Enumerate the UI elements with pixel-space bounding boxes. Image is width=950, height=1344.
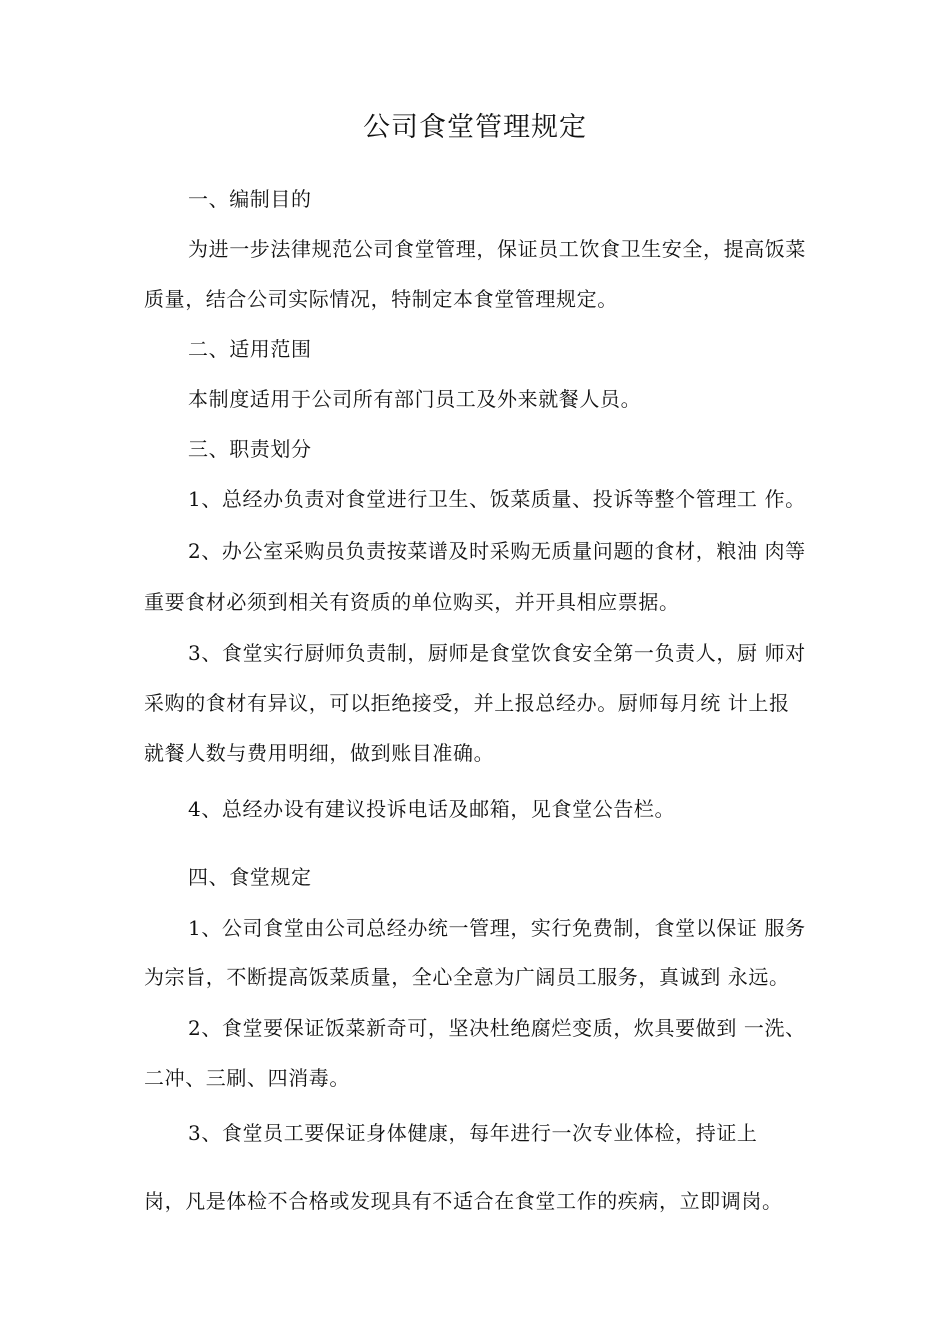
section-heading-rules: 四、食堂规定 [188,865,312,889]
paragraph-line: 采购的食材有异议，可以拒绝接受，并上报总经办。厨师每月统 计上报 [144,691,790,715]
paragraph-line: 3、食堂员工要保证身体健康，每年进行一次专业体检，持证上 [188,1121,758,1145]
paragraph-line: 为进一步法律规范公司食堂管理，保证员工饮食卫生安全，提高饭菜 [188,237,806,261]
section-heading-responsibilities: 三、职责划分 [188,437,312,461]
paragraph-line: 二冲、三刷、四消毒。 [144,1066,350,1090]
paragraph-line: 就餐人数与费用明细，做到账目准确。 [144,741,495,765]
section-heading-purpose: 一、编制目的 [188,187,312,211]
paragraph-line: 岗，凡是体检不合格或发现具有不适合在食堂工作的疾病，立即调岗。 [144,1189,783,1213]
paragraph-line: 本制度适用于公司所有部门员工及外来就餐人员。 [188,387,642,411]
paragraph-line: 3、食堂实行厨师负责制，厨师是食堂饮食安全第一负责人，厨 师对 [188,641,806,665]
paragraph-line: 1、公司食堂由公司总经办统一管理，实行免费制，食堂以保证 服务 [188,916,806,940]
paragraph-line: 2、食堂要保证饭菜新奇可，坚决杜绝腐烂变质，炊具要做到 一洗、 [188,1016,806,1040]
paragraph-line: 重要食材必须到相关有资质的单位购买，并开具相应票据。 [144,590,680,614]
paragraph-line: 质量，结合公司实际情况，特制定本食堂管理规定。 [144,287,618,311]
document-title: 公司食堂管理规定 [363,112,587,143]
paragraph-line: 2、办公室采购员负责按菜谱及时采购无质量问题的食材，粮油 肉等 [188,539,806,563]
paragraph-line: 为宗旨，不断提高饭菜质量，全心全意为广阔员工服务，真诚到 永远。 [144,965,790,989]
section-heading-scope: 二、适用范围 [188,337,312,361]
paragraph-line: 1、总经办负责对食堂进行卫生、饭菜质量、投诉等整个管理工 作。 [188,487,806,511]
paragraph-line: 4、总经办设有建议投诉电话及邮箱，见食堂公告栏。 [188,797,676,821]
